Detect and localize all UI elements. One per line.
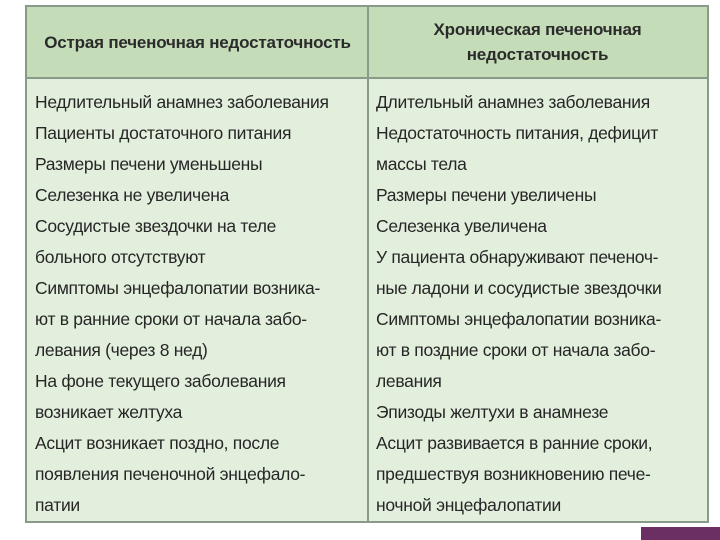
acute-line: возникает желтуха xyxy=(35,402,183,422)
chronic-line: ют в поздние сроки от начала забо- xyxy=(376,340,656,360)
acute-line: больного отсутствуют xyxy=(35,247,206,267)
acute-column xyxy=(35,87,365,521)
comparison-table xyxy=(25,5,709,523)
chronic-line: ночной энцефалопатии xyxy=(376,495,561,515)
chronic-line: Размеры печени увеличены xyxy=(376,185,597,205)
chronic-line: ные ладони и сосудистые звездочки xyxy=(376,278,662,298)
acute-line: Асцит возникает поздно, после xyxy=(35,433,280,453)
acute-line: Симптомы энцефалопатии возника- xyxy=(35,278,321,298)
chronic-line: Длительный анамнез заболевания xyxy=(376,92,650,112)
chronic-line: Недостаточность питания, дефицит xyxy=(376,123,659,143)
acute-line: патии xyxy=(35,495,80,515)
chronic-line: Асцит развивается в ранние сроки, xyxy=(376,433,653,453)
acute-line: появления печеночной энцефало- xyxy=(35,464,306,484)
chronic-line: Эпизоды желтухи в анамнезе xyxy=(376,402,609,422)
slide-accent-bar xyxy=(641,527,720,540)
chronic-line: Симптомы энцефалопатии возника- xyxy=(376,309,662,329)
chronic-line: массы тела xyxy=(376,154,467,174)
chronic-line: левания xyxy=(376,371,442,391)
acute-line: Сосудистые звездочки на теле xyxy=(35,216,277,236)
chronic-line: предшествуя возникновению пече- xyxy=(376,464,651,484)
acute-line: левания (через 8 нед) xyxy=(35,340,208,360)
column-divider xyxy=(367,7,369,521)
acute-line: На фоне текущего заболевания xyxy=(35,371,286,391)
header-acute: Острая печеночная недостаточность xyxy=(44,32,351,52)
acute-line: ют в ранние сроки от начала забо- xyxy=(35,309,307,329)
acute-line: Селезенка не увеличена xyxy=(35,185,230,205)
chronic-line: Селезенка увеличена xyxy=(376,216,547,236)
acute-line: Размеры печени уменьшены xyxy=(35,154,263,174)
acute-line: Недлительный анамнез заболевания xyxy=(35,92,329,112)
acute-line: Пациенты достаточного питания xyxy=(35,123,292,143)
chronic-column xyxy=(376,87,706,521)
header-chronic: Хроническая печеночная недостаточность xyxy=(433,20,642,64)
chronic-line: У пациента обнаруживают печеноч- xyxy=(376,247,659,267)
